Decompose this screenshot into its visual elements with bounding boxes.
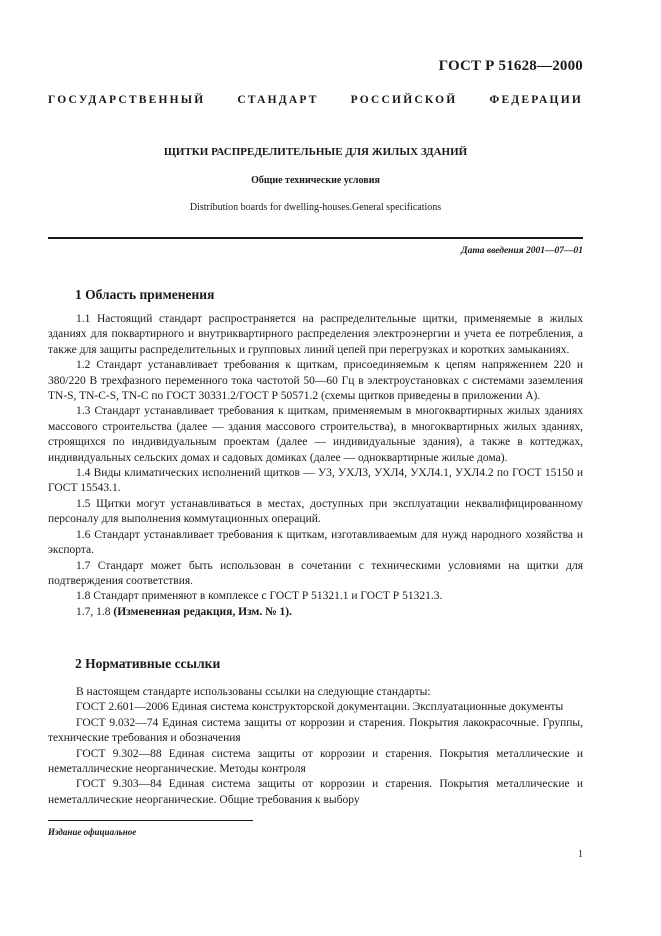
section-2-body [48,685,583,808]
section-1-body [48,312,583,620]
paragraph-1-3: 1.3 Стандарт устанавливает требования к щиткам, применяемым в многоквартирных жилых зданиях массового строительства (далее — здания массового строительства), в многоквартирных жилых зданиях, строящихся по индивидуальным проектам (далее — индивидуальные здания), а также в коттеджах, индивидуальных сельских домах и садовых домиках (далее — одноквартирные жилые дома). [48,405,583,464]
section-2-heading: 2 Нормативные ссылки [75,656,221,671]
reference-item: ГОСТ 9.303—84 Единая система защиты от коррозии и старения. Покрытия металлические и неметаллические неорганические. Общие требования к выбору [48,778,583,806]
reference-item: ГОСТ 2.601—2006 Единая система конструкторской документации. Эксплуатационные документы [76,701,564,714]
paragraph-1-1: 1.1 Настоящий стандарт распространяется на распределительные щитки, применяемые в жилых зданиях для поквартирного и внутриквартирного распределения электроэнергии и учета ее потребления, а также для защиты распределительных и групповых линий цепей при перегрузках и коротких замыканиях. [48,313,583,356]
document-number: ГОСТ Р 51628—2000 [438,58,583,74]
footer-divider [48,820,253,821]
header-divider [48,237,583,239]
section-1-heading: 1 Область применения [75,287,215,302]
amendment-note [48,605,583,620]
paragraph-1-5: 1.5 Щитки могут устанавливаться в местах, доступных при эксплуатации неквалифицированному персоналу для выполнения коммутационных операций. [48,497,583,526]
official-edition-label: Издание официальное [48,827,137,837]
effective-date: Дата введения 2001—07—01 [461,246,583,256]
state-standard-banner: ГОСУДАРСТВЕННЫЙ СТАНДАРТ РОССИЙСКОЙ ФЕДЕРАЦИИ [48,94,583,106]
paragraph-1-8: 1.8 Стандарт применяют в комплексе с ГОСТ Р 51321.1 и ГОСТ Р 51321.3. [76,590,443,603]
reference-item: ГОСТ 9.032—74 Единая система защиты от коррозии и старения. Покрытия лакокрасочные. Группы, технические требования и обозначения [48,716,583,745]
document-title-english: Distribution boards for dwelling-houses.General specifications [189,202,442,213]
page-number: 1 [578,849,583,860]
paragraph-1-4: 1.4 Виды климатических исполнений щитков — У3, УХЛ3, УХЛ4, УХЛ4.1, УХЛ4.2 по ГОСТ 15150 и ГОСТ 15543.1. [48,467,583,495]
references-intro: В настоящем стандарте использованы ссылки на следующие стандарты: [76,686,431,698]
paragraph-1-6: 1.6 Стандарт устанавливает требования к щиткам, изготавливаемым для нужд народного хозяйства и экспорта. [48,528,583,557]
reference-item: ГОСТ 9.302—88 Единая система защиты от коррозии и старения. Покрытия металлические и неметаллические неорганические. Методы контроля [48,747,583,776]
document-subtitle: Общие технические условия [251,175,380,186]
amendment-prefix: 1.7, 1.8 [76,605,114,618]
paragraph-1-7: 1.7 Стандарт может быть использован в сочетании с техническими условиями на щитки для подтверждения соответствия. [48,559,583,587]
amendment-text: (Измененная редакция, Изм. № 1). [113,605,293,618]
document-title: ЩИТКИ РАСПРЕДЕЛИТЕЛЬНЫЕ ДЛЯ ЖИЛЫХ ЗДАНИЙ [163,146,468,158]
paragraph-1-2: 1.2 Стандарт устанавливает требования к щиткам, присоединяемым к цепям напряжением 220 и 380/220 В трехфазного переменного тока частотой 50—60 Гц в электроустановках с системами заземления TN-S, TN-C-S, TN-C по ГОСТ 30331.2/ГОСТ Р 50571.2 (схемы щитков приведены в приложении А). [48,359,583,403]
